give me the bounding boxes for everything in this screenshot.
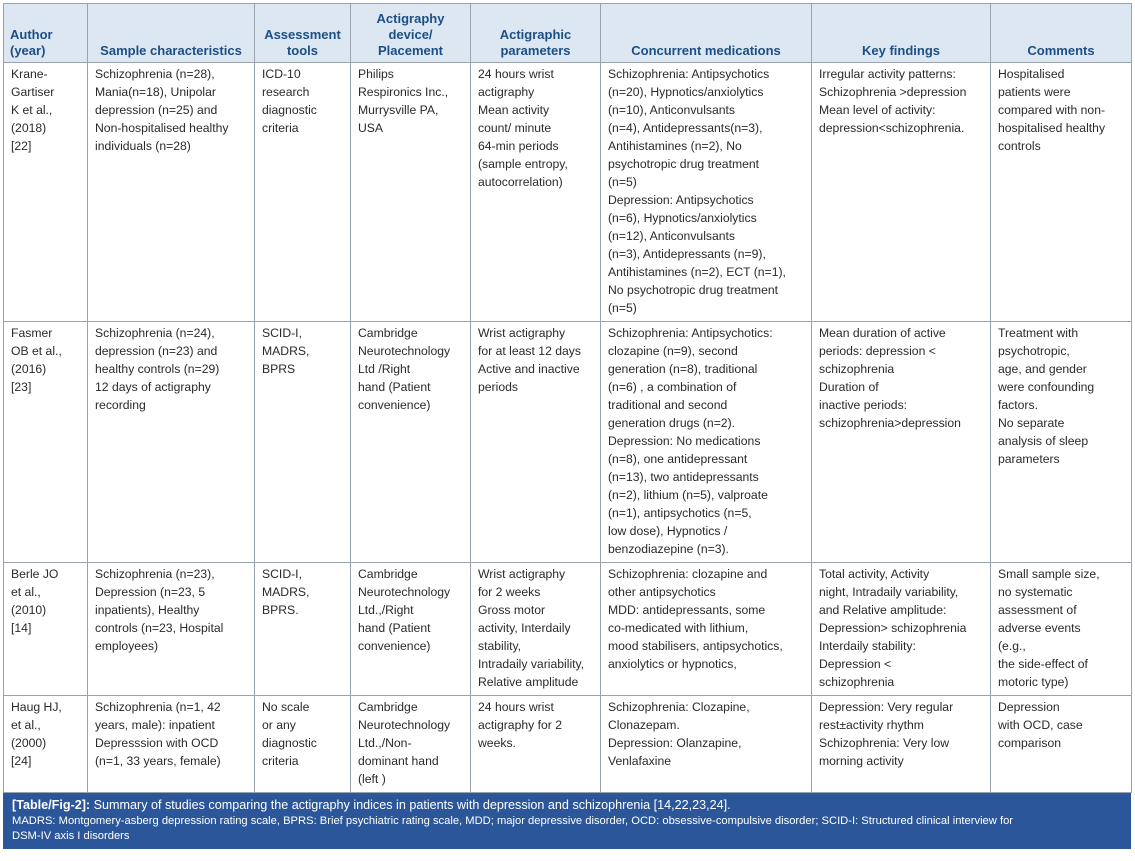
cell-line: individuals (n=28) xyxy=(95,139,191,153)
header-row xyxy=(4,4,1132,63)
abbreviations-line-2: DSM-IV axis I disorders xyxy=(12,830,130,842)
header-line: Concurrent medications xyxy=(631,43,781,58)
cell-line: count/ minute xyxy=(478,121,552,135)
cell-line: Small sample size, xyxy=(998,567,1100,581)
comments-cell xyxy=(991,322,1132,563)
cell-line: (n=20), Hypnotics/anxiolytics xyxy=(608,85,764,99)
cell-line: adverse events xyxy=(998,621,1081,635)
cell-line: Schizophrenia (n=1, 42 xyxy=(95,700,221,714)
cell-line: Cambridge xyxy=(358,700,418,714)
cell-line: Depression: Antipsychotics xyxy=(608,193,754,207)
medications-cell xyxy=(601,63,812,322)
cell-line: BPRS xyxy=(262,362,296,376)
cell-line: weeks. xyxy=(478,736,516,750)
cell-line: morning activity xyxy=(819,754,904,768)
cell-line: Murrysville PA, xyxy=(358,103,439,117)
header-author xyxy=(4,4,88,63)
header-line: Sample characteristics xyxy=(100,43,242,58)
parameters-cell xyxy=(471,696,601,793)
cell-line: Depression (n=23, 5 xyxy=(95,585,206,599)
sample-cell xyxy=(88,63,255,322)
cell-line: Ltd /Right xyxy=(358,362,411,376)
cell-line: recording xyxy=(95,398,146,412)
cell-line: hand (Patient xyxy=(358,621,431,635)
cell-line: MADRS, xyxy=(262,344,310,358)
cell-line: and Relative amplitude: xyxy=(819,603,947,617)
cell-line: SCID-I, xyxy=(262,326,302,340)
cell-line: controls xyxy=(998,139,1041,153)
cell-line: inpatients), Healthy xyxy=(95,603,200,617)
cell-line: diagnostic xyxy=(262,103,317,117)
cell-line: Depression xyxy=(998,700,1060,714)
cell-line: Cambridge xyxy=(358,326,418,340)
cell-line: Fasmer xyxy=(11,326,53,340)
cell-line: anxiolytics or hypnotics, xyxy=(608,657,737,671)
header-line: device/ xyxy=(388,27,433,42)
cell-line: motoric type) xyxy=(998,675,1069,689)
header-line: Key findings xyxy=(861,43,940,58)
cell-line: (2016) xyxy=(11,362,47,376)
cell-line: the side-effect of xyxy=(998,657,1088,671)
cell-line: Gartiser xyxy=(11,85,55,99)
cell-line: Gross motor xyxy=(478,603,546,617)
cell-line: [23] xyxy=(11,380,32,394)
findings-cell xyxy=(812,63,991,322)
cell-line: 24 hours wrist xyxy=(478,67,554,81)
cell-line: Ltd.,/Right xyxy=(358,603,414,617)
header-line: tools xyxy=(286,43,319,58)
cell-line: no systematic xyxy=(998,585,1073,599)
header-actigraphy-device xyxy=(351,4,471,63)
cell-line: Cambridge xyxy=(358,567,418,581)
cell-line: (n=2), lithium (n=5), valproate xyxy=(608,488,768,502)
cell-line: Philips xyxy=(358,67,394,81)
cell-line: Depression: Olanzapine, xyxy=(608,736,742,750)
cell-line: generation (n=8), traditional xyxy=(608,362,758,376)
sample-cell xyxy=(88,563,255,696)
abbreviations-line-1: MADRS: Montgomery-asberg depression rating scale, BPRS: Brief psychiatric rating scale, MDD; major depressive disorder, OCD: obsessive-compulsive disorder; SCID-I: Structured clinical interview for xyxy=(12,815,1014,827)
cell-line: Schizophrenia: Very low xyxy=(819,736,950,750)
cell-line: schizophrenia xyxy=(819,362,895,376)
cell-line: patients were xyxy=(998,85,1071,99)
cell-line: (n=12), Anticonvulsants xyxy=(608,229,736,243)
header-line: parameters xyxy=(500,43,571,58)
cell-line: [24] xyxy=(11,754,32,768)
parameters-cell xyxy=(471,322,601,563)
cell-line: Irregular activity patterns: xyxy=(819,67,956,81)
cell-line: (n=4), Antidepressants(n=3), xyxy=(608,121,763,135)
cell-line: night, Intradaily variability, xyxy=(819,585,959,599)
cell-line: (n=5) xyxy=(608,175,637,189)
cell-line: Krane- xyxy=(11,67,48,81)
cell-line: age, and gender xyxy=(998,362,1087,376)
cell-line: K et al., xyxy=(11,103,53,117)
table-body xyxy=(4,63,1132,793)
cell-line: depression (n=25) and xyxy=(95,103,218,117)
medications-cell xyxy=(601,696,812,793)
findings-cell xyxy=(812,696,991,793)
cell-line: 24 hours wrist xyxy=(478,700,554,714)
medications-cell xyxy=(601,563,812,696)
cell-line: periods xyxy=(478,380,518,394)
cell-line: depression<schizophrenia. xyxy=(819,121,965,135)
cell-line: Depression < xyxy=(819,657,892,671)
cell-line: Berle JO xyxy=(11,567,59,581)
cell-line: Schizophrenia >depression xyxy=(819,85,967,99)
cell-line: controls (n=23, Hospital xyxy=(95,621,224,635)
cell-line: factors. xyxy=(998,398,1038,412)
assessment-cell xyxy=(255,322,351,563)
device-cell xyxy=(351,696,471,793)
cell-line: (2000) xyxy=(11,736,47,750)
cell-line: et al., xyxy=(11,718,41,732)
parameters-cell xyxy=(471,563,601,696)
header-actigraphic-parameters xyxy=(471,4,601,63)
cell-line: Respironics Inc., xyxy=(358,85,449,99)
sample-cell xyxy=(88,696,255,793)
cell-line: Schizophrenia: Antipsychotics xyxy=(608,67,770,81)
sample-cell xyxy=(88,322,255,563)
cell-line: Wrist actigraphy xyxy=(478,326,566,340)
cell-line: Neurotechnology xyxy=(358,344,451,358)
cell-line: SCID-I, xyxy=(262,567,302,581)
cell-line: MDD: antidepressants, some xyxy=(608,603,766,617)
header-line: Comments xyxy=(1027,43,1095,58)
cell-line: comparison xyxy=(998,736,1061,750)
cell-line: rest±activity rhythm xyxy=(819,718,924,732)
cell-line: (e.g., xyxy=(998,639,1026,653)
cell-line: Depresssion with OCD xyxy=(95,736,219,750)
cell-line: Depression: Very regular xyxy=(819,700,954,714)
cell-line: actigraphy for 2 xyxy=(478,718,563,732)
cell-line: (n=5) xyxy=(608,301,637,315)
cell-line: generation drugs (n=2). xyxy=(608,416,736,430)
cell-line: Venlafaxine xyxy=(608,754,672,768)
cell-line: research xyxy=(262,85,310,99)
cell-line: (n=10), Anticonvulsants xyxy=(608,103,736,117)
cell-line: Intradaily variability, xyxy=(478,657,585,671)
cell-line: No psychotropic drug treatment xyxy=(608,283,779,297)
caption-label: [Table/Fig-2]: xyxy=(12,798,91,812)
cell-line: schizophrenia xyxy=(819,675,895,689)
header-line: Author xyxy=(10,27,53,42)
cell-line: schizophrenia>depression xyxy=(819,416,961,430)
cell-line: Interdaily stability: xyxy=(819,639,916,653)
cell-line: Ltd.,/Non- xyxy=(358,736,412,750)
cell-line: diagnostic xyxy=(262,736,317,750)
cell-line: stability, xyxy=(478,639,522,653)
cell-line: Schizophrenia: clozapine and xyxy=(608,567,768,581)
cell-line: convenience) xyxy=(358,398,431,412)
cell-line: parameters xyxy=(998,452,1060,466)
cell-line: [14] xyxy=(11,621,32,635)
header-concurrent-medications xyxy=(601,4,812,63)
parameters-cell xyxy=(471,63,601,322)
findings-cell xyxy=(812,563,991,696)
cell-line: Schizophrenia (n=23), xyxy=(95,567,215,581)
cell-line: Haug HJ, xyxy=(11,700,62,714)
cell-line: depression (n=23) and xyxy=(95,344,218,358)
cell-line: Duration of xyxy=(819,380,879,394)
cell-line: co-medicated with lithium, xyxy=(608,621,749,635)
caption-title xyxy=(12,797,1122,814)
cell-line: Clonazepam. xyxy=(608,718,680,732)
table-header xyxy=(4,4,1132,63)
comments-cell xyxy=(991,696,1132,793)
cell-line: psychotropic, xyxy=(998,344,1070,358)
table-figure xyxy=(3,3,1131,849)
table-row xyxy=(4,563,1132,696)
cell-line: clozapine (n=9), second xyxy=(608,344,738,358)
cell-line: healthy controls (n=29) xyxy=(95,362,220,376)
cell-line: (n=1), antipsychotics (n=5, xyxy=(608,506,752,520)
cell-line: ICD-10 xyxy=(262,67,301,81)
cell-line: (2010) xyxy=(11,603,47,617)
cell-line: (n=6), Hypnotics/anxiolytics xyxy=(608,211,757,225)
cell-line: psychotropic drug treatment xyxy=(608,157,760,171)
cell-line: Hospitalised xyxy=(998,67,1065,81)
header-sample-characteristics xyxy=(88,4,255,63)
author-cell xyxy=(4,563,88,696)
device-cell xyxy=(351,563,471,696)
cell-line: Wrist actigraphy xyxy=(478,567,566,581)
cell-line: Schizophrenia: Clozapine, xyxy=(608,700,750,714)
table-caption xyxy=(3,793,1131,849)
cell-line: et al., xyxy=(11,585,41,599)
cell-line: for at least 12 days xyxy=(478,344,581,358)
device-cell xyxy=(351,322,471,563)
cell-line: (n=1, 33 years, female) xyxy=(95,754,221,768)
cell-line: BPRS. xyxy=(262,603,299,617)
cell-line: hospitalised healthy xyxy=(998,121,1106,135)
comments-cell xyxy=(991,563,1132,696)
cell-line: Mean level of activity: xyxy=(819,103,936,117)
assessment-cell xyxy=(255,563,351,696)
cell-line: other antipsychotics xyxy=(608,585,716,599)
cell-line: mood stabilisers, antipsychotics, xyxy=(608,639,783,653)
cell-line: (2018) xyxy=(11,121,47,135)
header-line: Assessment xyxy=(264,27,341,42)
cell-line: autocorrelation) xyxy=(478,175,563,189)
cell-line: 12 days of actigraphy xyxy=(95,380,211,394)
comments-cell xyxy=(991,63,1132,322)
header-assessment-tools xyxy=(255,4,351,63)
cell-line: Antihistamines (n=2), No xyxy=(608,139,742,153)
cell-line: were confounding xyxy=(998,380,1095,394)
cell-line: Non-hospitalised healthy xyxy=(95,121,229,135)
cell-line: Treatment with xyxy=(998,326,1079,340)
cell-line: Relative amplitude xyxy=(478,675,579,689)
cell-line: (left ) xyxy=(358,772,386,786)
cell-line: Neurotechnology xyxy=(358,718,451,732)
header-line: Actigraphy xyxy=(376,11,445,26)
cell-line: No scale xyxy=(262,700,310,714)
findings-cell xyxy=(812,322,991,563)
header-key-findings xyxy=(812,4,991,63)
cell-line: Total activity, Activity xyxy=(819,567,930,581)
header-line: Placement xyxy=(377,43,444,58)
cell-line: Mean duration of active xyxy=(819,326,946,340)
cell-line: Antihistamines (n=2), ECT (n=1), xyxy=(608,265,786,279)
medications-cell xyxy=(601,322,812,563)
cell-line: activity, Interdaily xyxy=(478,621,571,635)
cell-line: benzodiazepine (n=3). xyxy=(608,542,729,556)
cell-line: with OCD, case xyxy=(998,718,1083,732)
table-row xyxy=(4,696,1132,793)
header-comments xyxy=(991,4,1132,63)
assessment-cell xyxy=(255,696,351,793)
cell-line: analysis of sleep xyxy=(998,434,1089,448)
header-line: Actigraphic xyxy=(499,27,572,42)
cell-line: Depression: No medications xyxy=(608,434,761,448)
cell-line: compared with non- xyxy=(998,103,1106,117)
cell-line: assessment of xyxy=(998,603,1077,617)
cell-line: Schizophrenia (n=24), xyxy=(95,326,215,340)
author-cell xyxy=(4,696,88,793)
cell-line: USA xyxy=(358,121,384,135)
header-line: (year) xyxy=(10,43,46,58)
cell-line: actigraphy xyxy=(478,85,535,99)
author-cell xyxy=(4,63,88,322)
cell-line: hand (Patient xyxy=(358,380,431,394)
assessment-cell xyxy=(255,63,351,322)
table-row xyxy=(4,322,1132,563)
cell-line: (n=6) , a combination of xyxy=(608,380,737,394)
cell-line: Active and inactive xyxy=(478,362,580,376)
cell-line: low dose), Hypnotics / xyxy=(608,524,728,538)
cell-line: Schizophrenia (n=28), xyxy=(95,67,215,81)
cell-line: MADRS, xyxy=(262,585,310,599)
cell-line: traditional and second xyxy=(608,398,728,412)
cell-line: OB et al., xyxy=(11,344,62,358)
cell-line: criteria xyxy=(262,121,299,135)
cell-line: periods: depression < xyxy=(819,344,936,358)
cell-line: convenience) xyxy=(358,639,431,653)
cell-line: employees) xyxy=(95,639,158,653)
cell-line: for 2 weeks xyxy=(478,585,541,599)
cell-line: Mean activity xyxy=(478,103,550,117)
cell-line: years, male): inpatient xyxy=(95,718,215,732)
cell-line: Mania(n=18), Unipolar xyxy=(95,85,216,99)
cell-line: Neurotechnology xyxy=(358,585,451,599)
studies-table xyxy=(3,3,1132,793)
cell-line: inactive periods: xyxy=(819,398,908,412)
cell-line: (n=13), two antidepressants xyxy=(608,470,759,484)
cell-line: (n=3), Antidepressants (n=9), xyxy=(608,247,766,261)
cell-line: criteria xyxy=(262,754,299,768)
cell-line: (sample entropy, xyxy=(478,157,568,171)
caption-abbreviations xyxy=(12,814,1122,844)
cell-line: or any xyxy=(262,718,296,732)
cell-line: 64-min periods xyxy=(478,139,559,153)
cell-line: [22] xyxy=(11,139,32,153)
author-cell xyxy=(4,322,88,563)
device-cell xyxy=(351,63,471,322)
cell-line: Schizophrenia: Antipsychotics: xyxy=(608,326,773,340)
table-row xyxy=(4,63,1132,322)
cell-line: (n=8), one antidepressant xyxy=(608,452,748,466)
cell-line: Depression> schizophrenia xyxy=(819,621,967,635)
cell-line: No separate xyxy=(998,416,1065,430)
caption-text: Summary of studies comparing the actigraphy indices in patients with depression and schizophrenia [14,22,23,24]. xyxy=(90,798,731,812)
cell-line: dominant hand xyxy=(358,754,439,768)
